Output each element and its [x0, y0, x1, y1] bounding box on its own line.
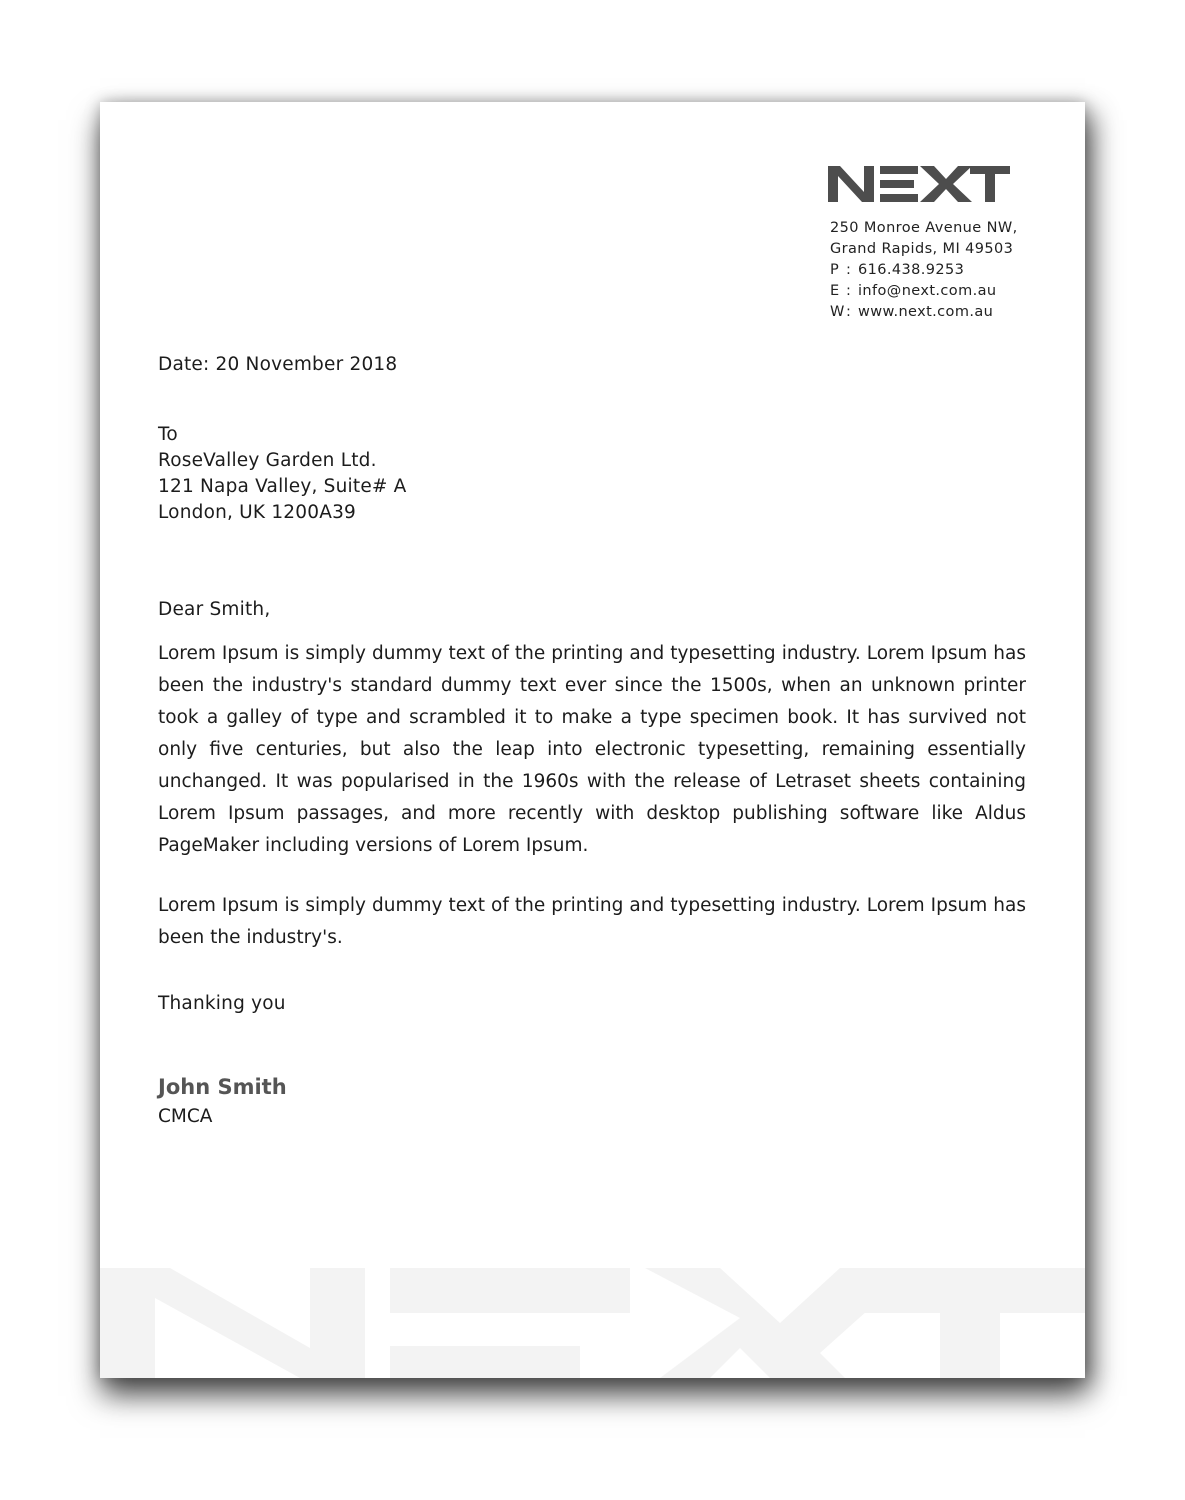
web-row — [830, 302, 1018, 323]
letter-date: Date: 20 November 2018 — [158, 354, 398, 375]
watermark-logo — [100, 1268, 1085, 1378]
web-value: www.next.com.au — [858, 304, 994, 320]
email-row — [830, 281, 1018, 302]
web-separator: : — [846, 304, 852, 320]
phone-label: P — [830, 262, 840, 278]
email-value: info@next.com.au — [858, 283, 997, 299]
recipient-line-3: London, UK 1200A39 — [158, 502, 357, 523]
phone-value: 616.438.9253 — [858, 262, 965, 278]
to-label: To — [158, 424, 178, 445]
salutation: Dear Smith, — [158, 599, 271, 620]
body-paragraph-1: Lorem Ipsum is simply dummy text of the printing and typesetting industry. Lorem Ipsum has been the industry's standard dummy text ever since the 1500s, when an unknown printer took a galley of type and scrambled it to make a type specimen book. It has survived not only five centuries, but also the leap into electronic typesetting, remaining essentially unchanged. It was popularised in the 1960s with the release of Letraset sheets containing Lorem Ipsum passages, and more recently with desktop publishing software like Aldus PageMaker including versions of Lorem Ipsum. — [158, 643, 1026, 856]
email-label: E — [830, 283, 840, 299]
signer-title: CMCA — [158, 1106, 213, 1127]
recipient-line-2: 121 Napa Valley, Suite# A — [158, 476, 407, 497]
body-paragraph-2: Lorem Ipsum is simply dummy text of the printing and typesetting industry. Lorem Ipsum has been the industry's. — [158, 895, 1026, 948]
recipient-block — [158, 422, 407, 526]
recipient-line-1: RoseValley Garden Ltd. — [158, 450, 377, 471]
phone-row — [830, 260, 1018, 281]
contact-block — [830, 218, 1018, 323]
closing: Thanking you — [158, 993, 286, 1014]
web-label: W — [830, 304, 845, 320]
letter-page — [100, 102, 1085, 1378]
email-separator: : — [846, 283, 852, 299]
signer-name: John Smith — [158, 1075, 287, 1099]
address-line-1: 250 Monroe Avenue NW, — [830, 220, 1018, 236]
phone-separator: : — [846, 262, 852, 278]
next-logo — [828, 160, 1010, 206]
address-line-2: Grand Rapids, MI 49503 — [830, 241, 1014, 257]
